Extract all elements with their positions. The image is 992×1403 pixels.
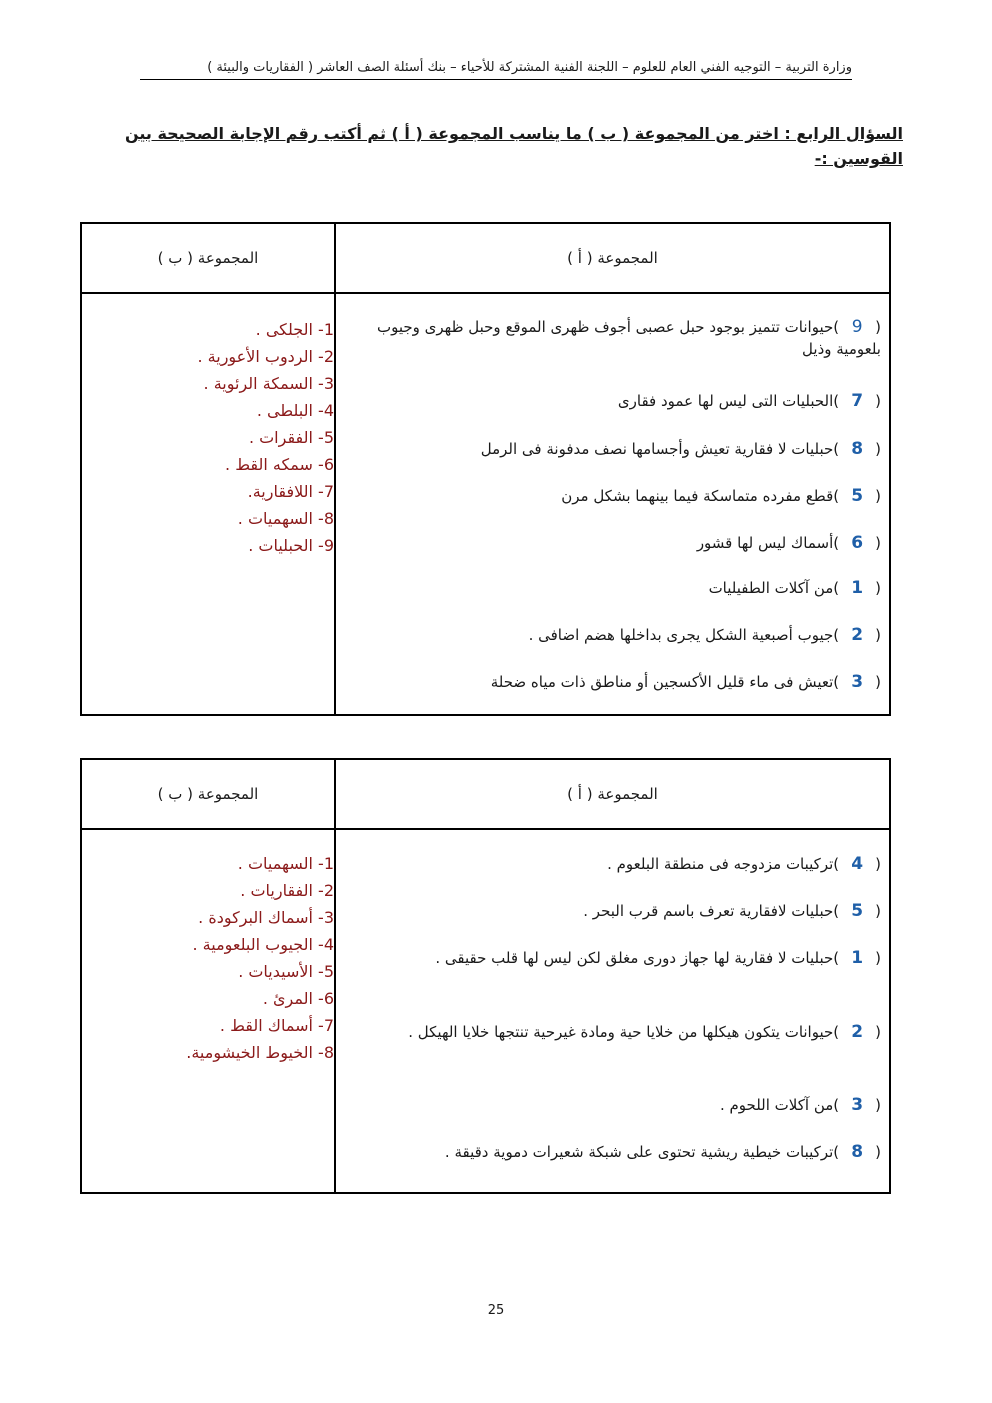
group-b-item: 2- الردوب الأعورية . [197, 347, 334, 366]
group-a-row: (4)تركيبات مزدوجه فى منطقة البلعوم . [607, 854, 881, 874]
group-a-row: (6)أسماك ليس لها قشور [696, 533, 881, 553]
group-a-text: الحبليات التى ليس لها عمود فقارى [617, 392, 834, 410]
group-b-item: 7- اللافقارية. [247, 482, 334, 501]
group-a-header: المجموعة ( أ ) [567, 785, 658, 803]
answer-number[interactable]: 5 [851, 901, 864, 921]
group-b-item: 4- البلطى . [256, 401, 334, 420]
answer-number[interactable]: 1 [851, 948, 864, 968]
group-a-row: (3)من آكلات اللحوم . [719, 1095, 881, 1115]
group-a-text: قطع مفرده متماسكة فيما بينهما بشكل مرن [561, 487, 834, 505]
matching-table-2 [80, 758, 891, 1194]
group-a-text: حبليات لا فقارية تعيش وأجسامها نصف مدفونة فى الرمل [480, 440, 834, 458]
group-b-list [104, 850, 334, 1066]
answer-number[interactable]: 1 [851, 578, 864, 598]
group-b-header: المجموعة ( ب ) [157, 785, 259, 803]
answer-number[interactable]: 3 [851, 1095, 864, 1115]
answer-number[interactable]: 9 [851, 317, 863, 337]
page-header: وزارة التربية – التوجيه الفني العام للعلوم – اللجنة الفنية المشتركة للأحياء – بنك أسئلة الصف العاشر ( الفقاريات والبيئة ) [140, 60, 852, 80]
group-a-text: تعيش فى ماء قليل الأكسجين أو مناطق ذات مياه ضحلة [490, 673, 834, 691]
group-b-item: 9- الحبليات . [248, 536, 334, 555]
page-number: 25 [487, 1303, 505, 1318]
answer-number[interactable]: 8 [851, 1142, 864, 1162]
answer-number[interactable]: 2 [851, 625, 864, 645]
group-b-item: 4- الجيوب البلعومية . [192, 935, 334, 954]
matching-table-1 [80, 222, 891, 716]
group-a-header: المجموعة ( أ ) [567, 249, 658, 267]
group-a-text: تركيبات مزدوجه فى منطقة البلعوم . [607, 855, 834, 873]
column-divider [334, 224, 336, 714]
group-b-item: 5- الأسيديات . [238, 962, 334, 981]
group-b-item: 1- الجلكى . [255, 320, 334, 339]
question-title: السؤال الرابع : اختر من المجموعة ( ب ) ما يناسب المجموعة ( أ ) ثم أكتب رقم الإجابة الصحيحة بين القوسين :- [124, 124, 903, 168]
answer-number[interactable]: 3 [851, 672, 864, 692]
group-b-item: 6- سمكه القط . [225, 455, 334, 474]
group-a-text: أسماك ليس لها قشور [696, 534, 834, 552]
group-a-row: (8)تركيبات خيطية ريشية تحتوى على شبكة شعيرات دموية دقيقة . [444, 1142, 881, 1162]
group-b-item: 3- أسماك البركودة . [198, 908, 334, 927]
group-a-text: جيوب أصبعية الشكل يجرى بداخلها هضم اضافى . [528, 626, 834, 644]
group-a-text: تركيبات خيطية ريشية تحتوى على شبكة شعيرات دموية دقيقة . [444, 1143, 834, 1161]
answer-number[interactable]: 7 [851, 391, 864, 411]
group-a-row: (5)حبليات لافقارية تعرف باسم قرب البحر . [583, 901, 881, 921]
group-a-row: (7)الحبليات التى ليس لها عمود فقارى [617, 391, 881, 411]
answer-number[interactable]: 4 [851, 854, 864, 874]
group-a-text: من آكلات الطفيليات [708, 579, 834, 597]
group-b-item: 6- المرئ . [262, 989, 334, 1008]
group-a-text: حيوانات يتكون هيكلها من خلايا حية ومادة غيرحية تنتجها خلايا الهيكل . [408, 1023, 834, 1041]
answer-number[interactable]: 2 [851, 1022, 864, 1042]
group-a-row: (2)حيوانات يتكون هيكلها من خلايا حية ومادة غيرحية تنتجها خلايا الهيكل . [408, 1022, 881, 1042]
group-b-header: المجموعة ( ب ) [157, 249, 259, 267]
group-a-row: (8)حبليات لا فقارية تعيش وأجسامها نصف مدفونة فى الرمل [480, 439, 881, 459]
group-a-row: (1)من آكلات الطفيليات [708, 578, 881, 598]
group-b-list [104, 316, 334, 559]
answer-number[interactable]: 5 [851, 486, 864, 506]
group-a-row: (2)جيوب أصبعية الشكل يجرى بداخلها هضم اضافى . [528, 625, 881, 645]
group-a-text: حيوانات تتميز بوجود حبل عصبى أجوف ظهرى الموقع وحبل ظهرى وجيوب بلعومية وذيل [376, 318, 881, 358]
group-b-item: 8- الخيوط الخيشومية. [186, 1043, 334, 1062]
group-b-item: 2- الفقاريات . [240, 881, 334, 900]
group-a-text: من آكلات اللحوم . [719, 1096, 834, 1114]
answer-number[interactable]: 8 [851, 439, 864, 459]
group-b-item: 8- السهميات . [237, 509, 334, 528]
group-a-row: (3)تعيش فى ماء قليل الأكسجين أو مناطق ذات مياه ضحلة [490, 672, 881, 692]
group-a-row: (1)حبليات لا فقارية لها جهاز دورى مغلق لكن ليس لها قلب حقيقى . [435, 948, 881, 968]
group-b-item: 3- السمكة الرئوية . [203, 374, 334, 393]
group-a-row: (9)حيوانات تتميز بوجود حبل عصبى أجوف ظهرى الموقع وحبل ظهرى وجيوب بلعومية وذيل [376, 317, 881, 358]
answer-number[interactable]: 6 [851, 533, 864, 553]
group-b-item: 1- السهميات . [237, 854, 334, 873]
group-a-text: حبليات لا فقارية لها جهاز دورى مغلق لكن ليس لها قلب حقيقى . [435, 949, 834, 967]
group-a-row: (5)قطع مفرده متماسكة فيما بينهما بشكل مرن [561, 486, 881, 506]
group-b-item: 5- الفقرات . [248, 428, 334, 447]
group-b-item: 7- أسماك القط . [219, 1016, 334, 1035]
group-a-text: حبليات لافقارية تعرف باسم قرب البحر . [583, 902, 834, 920]
